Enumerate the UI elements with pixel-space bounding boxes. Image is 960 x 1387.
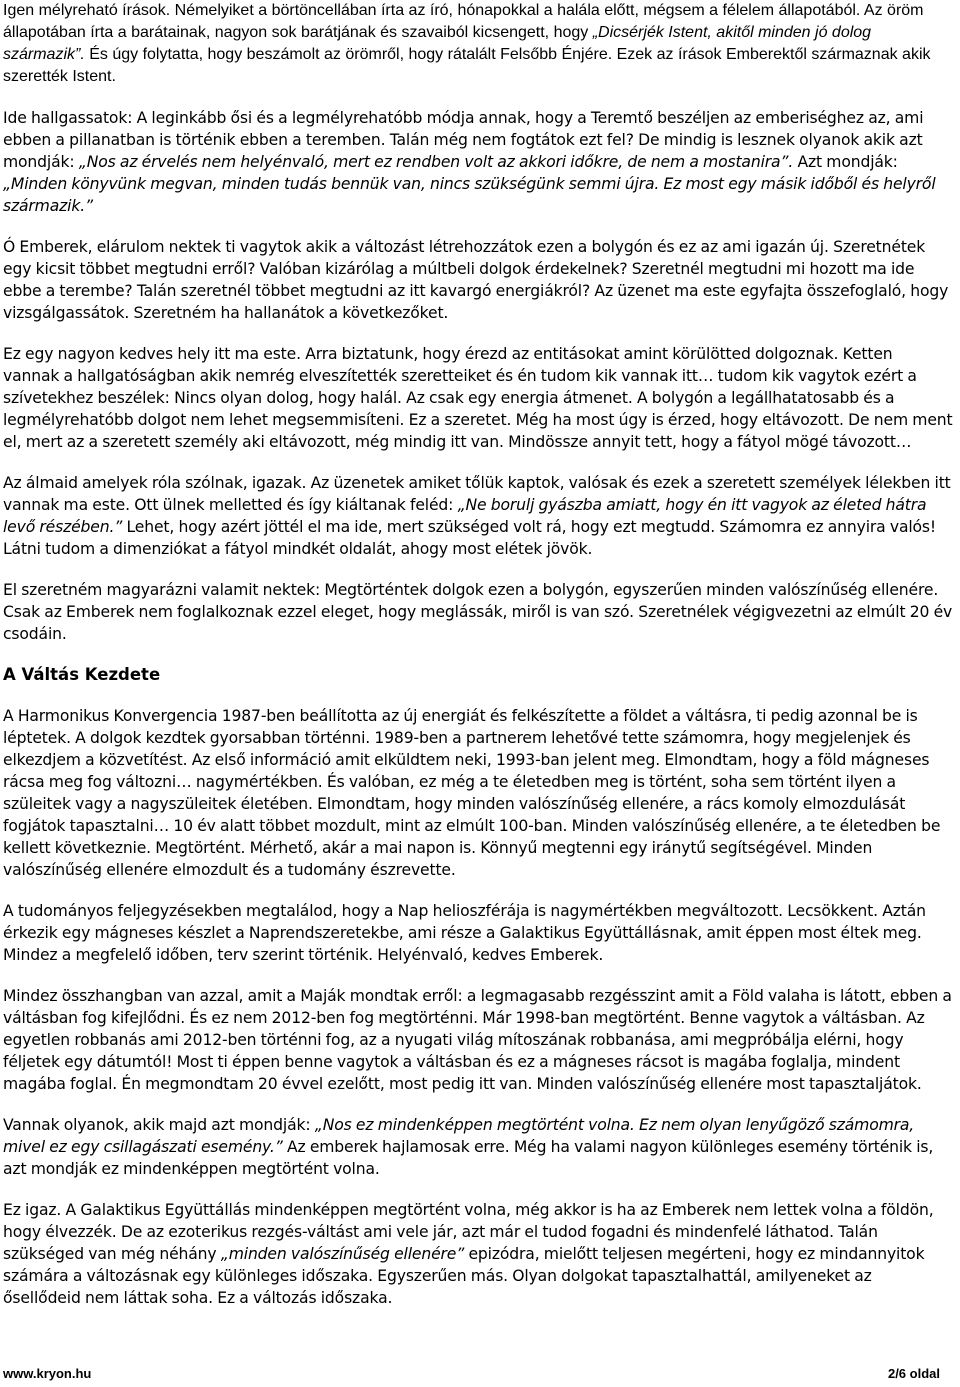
text-run: Ez igaz. A Galaktikus Együttállás mindenképpen megtörtént volna, még akkor is ha az Emberek nem lettek volna a földön, hogy élvezzék. De az ezoterikus rezgés-váltást ami vele jár, azt már el tudod fogadni és mindenfelé láthatod. Talán szükséged van még néhány	[3, 1201, 934, 1263]
italic-quote-text: „Nos ez mindenképpen megtörtént volna. Ez nem olyan lenyűgöző számomra, mivel ez egy csillagászati esemény.”	[3, 1116, 915, 1156]
footer-site-link[interactable]: www.kryon.hu	[3, 1366, 92, 1381]
paragraph-spacer	[3, 88, 953, 107]
paragraph	[3, 0, 953, 88]
text-run: Ez egy nagyon kedves hely itt ma este. Arra biztatunk, hogy érezd az entitásokat amint körülötted dolgoznak. Ketten vannak a hallgatóságban akik nemrég elveszítették szeretteiket és én tudom kik vannak itt… tudom kik vagytok ezért a szívetekhez beszélek: Nincs olyan dolog, hogy halál. Az csak egy energia átmenet. A bolygón a legállhatatosabb és a legmélyrehatóbb dolgot nem lehet megsemmisíteni. Ez a szeretet. Még ha most úgy is érzed, hogy eltávozott. De nem ment el, mert az a szeretett személy aki eltávozott, még mindig itt van. Mindössze annyit tett, hogy a fátyol mögé távozott…	[3, 345, 953, 451]
paragraph	[3, 236, 953, 324]
italic-quote-text: „minden valószínűség ellenére”	[220, 1245, 465, 1263]
text-run: Igen mélyreható írások. Némelyiket a börtöncellában írta az író, hónapokkal a halála előtt, mégsem a félelem állapotából. Az öröm állapotában írta a barátainak, nagyon sok barátjának és szavaiból kicsengett, hogy	[3, 2, 924, 41]
italic-quote-text: „Nos az érvelés nem helyénvaló, mert ez rendben volt az akkori időkre, de nem a mostanira”.	[78, 153, 794, 171]
paragraph-spacer	[3, 217, 953, 236]
paragraph	[3, 705, 953, 881]
paragraph	[3, 985, 953, 1095]
paragraph-spacer	[3, 966, 953, 985]
italic-quote-text: „Minden könyvünk megvan, minden tudás bennük van, nincs szükségünk semmi újra. Ez most egy másik időből és helyről származik.”	[3, 175, 936, 215]
text-run: A Váltás Kezdete	[3, 665, 161, 684]
italic-quote-text: „Ne borulj gyászba amiatt, hogy én itt vagyok az életed hátra levő részében.”	[3, 496, 927, 536]
paragraph-spacer	[3, 453, 953, 472]
paragraph	[3, 1199, 953, 1309]
paragraph	[3, 472, 953, 560]
text-run: A Harmonikus Konvergencia 1987-ben beállította az új energiát és felkészítette a földet a váltásra, ti pedig azonnal be is léptetek. A dolgok kezdtek gyorsabban történni. 1989-ben a partnerem lehetővé tette számomra, hogy megjelenjek és elkezdjem a közvetítést. Az első információ amit elküldtem neki, 1993-ban jelent meg. Elmondtam, hogy a föld mágneses rácsa meg fog változni… nagymértékben. És valóban, ez még a te életedben meg is történt, soha sem történt ilyen a szüleitek vagy a nagyszüleitek életében. Elmondtam, hogy minden valószínűség ellenére, a rács komoly elmozdulását fogjátok tapasztalni… 10 év alatt többet mozdult, mint az elmúlt 100-ban. Minden valószínűség ellenére, a te életedben be kellett következnie. Megtörtént. Mérhető, akár a mai napon is. Könnyű megtenni egy iránytű segítségével. Minden valószínűség ellenére elmozdult és a tudomány észrevette.	[3, 707, 941, 879]
text-run: Lehet, hogy azért jöttél el ma ide, mert szükséged volt rá, hogy ezt megtudd. Számomra ez annyira valós! Látni tudom a dimenziókat a fátyol mindkét oldalát, ahogy most elétek jövök.	[3, 518, 936, 558]
paragraph-spacer	[3, 560, 953, 579]
text-run: Az álmaid amelyek róla szólnak, igazak. Az üzenetek amiket tőlük kaptok, valósak és ezek a szeretett személyek lélekben itt vannak ma este. Ott ülnek melletted és így kiáltanak feléd:	[3, 474, 951, 514]
text-run: Ide hallgassatok: A leginkább ősi és a legmélyrehatóbb módja annak, hogy a Teremtő beszéljen az emberiséghez az, ami ebben a pillanatban is történik ebben a teremben. Talán még nem fogtátok ezt fel? De mindig is lesznek olyanok akik azt mondják:	[3, 109, 924, 171]
text-run: Ó Emberek, elárulom nektek ti vagytok akik a változást létrehozzátok ezen a bolygón és ez az ami igazán új. Szeretnétek egy kicsit többet megtudni erről? Valóban kizárólag a múltbeli dolgok érdekelnek? Szeretnél megtudni mi hozott ma ide ebbe a terembe? Talán szeretnél többet megtudni az itt kavargó energiákról? Az üzenet ma este egyfajta összefoglaló, hogy vizsgálgassátok. Szeretném ha hallanátok a következőket.	[3, 238, 949, 322]
text-run: A tudományos feljegyzésekben megtalálod, hogy a Nap helioszférája is nagymértékben megváltozott. Lecsökkent. Aztán érkezik egy mágneses készlet a Naprendszeretekbe, ami része a Galaktikus Együttállásnak, amit éppen most éltek meg. Mindez a megfelelő időben, terv szerint történik. Helyénvaló, kedves Emberek.	[3, 902, 926, 964]
section-heading	[3, 664, 953, 686]
paragraph	[3, 900, 953, 966]
paragraph	[3, 107, 953, 217]
paragraph-spacer	[3, 686, 953, 705]
paragraph	[3, 1114, 953, 1180]
italic-quote-text: „Dicsérjék Istent, akitől minden jó dolog származik”.	[3, 24, 872, 63]
text-run: epizódra, mielőtt teljesen megérteni, hogy ez mindannyitok számára a változásnak egy különleges időszaka. Egyszerűen más. Olyan dolgokat tapasztalhattál, amilyeneket az ősellődeid nem láttak soha. Ez a változás időszaka.	[3, 1245, 925, 1307]
text-run: Mindez összhangban van azzal, amit a Maják mondtak erről: a legmagasabb rezgésszint amit a Föld valaha is látott, ebben a váltásban fog kifejlődni. És ez nem 2012-ben fog megtörténni. Már 1998-ban megtörtént. Benne vagytok a váltásban. Az egyetlen robbanás ami 2012-ben történni fog, az a nyugati világ mítoszának robbanása, ami megpróbálja elérni, hogy féljetek egy dátumtól! Most ti éppen benne vagytok a váltásban és ez a mágneses rácsot is magába foglalja, mindent magába foglal. Én megmondtam 20 évvel ezelőtt, most pedig itt van. Minden valószínűség ellenére most tapasztaljátok.	[3, 987, 952, 1093]
paragraph-spacer	[3, 1180, 953, 1199]
document-page	[3, 0, 953, 1309]
paragraph-spacer	[3, 324, 953, 343]
text-run: És úgy folytatta, hogy beszámolt az örömről, hogy rátalált Felsőbb Énjére. Ezek az írások Emberektől származnak akik szerették Istent.	[3, 46, 931, 85]
paragraph-spacer	[3, 881, 953, 900]
paragraph	[3, 343, 953, 453]
paragraph-spacer	[3, 645, 953, 664]
paragraph-spacer	[3, 1095, 953, 1114]
paragraph	[3, 579, 953, 645]
text-run: Vannak olyanok, akik majd azt mondják:	[3, 1116, 315, 1134]
text-run: Azt mondják:	[793, 153, 898, 171]
text-run: Az emberek hajlamosak erre. Még ha valami nagyon különleges esemény történik is, azt mondják ez mindenképpen megtörtént volna.	[3, 1138, 934, 1178]
document-body	[3, 0, 953, 1309]
text-run: El szeretném magyarázni valamit nektek: Megtörténtek dolgok ezen a bolygón, egyszerűen minden valószínűség ellenére. Csak az Emberek nem foglalkoznak ezzel eleget, hogy meglássák, miről is van szó. Szeretnélek végigvezetni az elmúlt 20 év csodáin.	[3, 581, 953, 643]
footer-page-number: 2/6 oldal	[887, 1366, 940, 1381]
